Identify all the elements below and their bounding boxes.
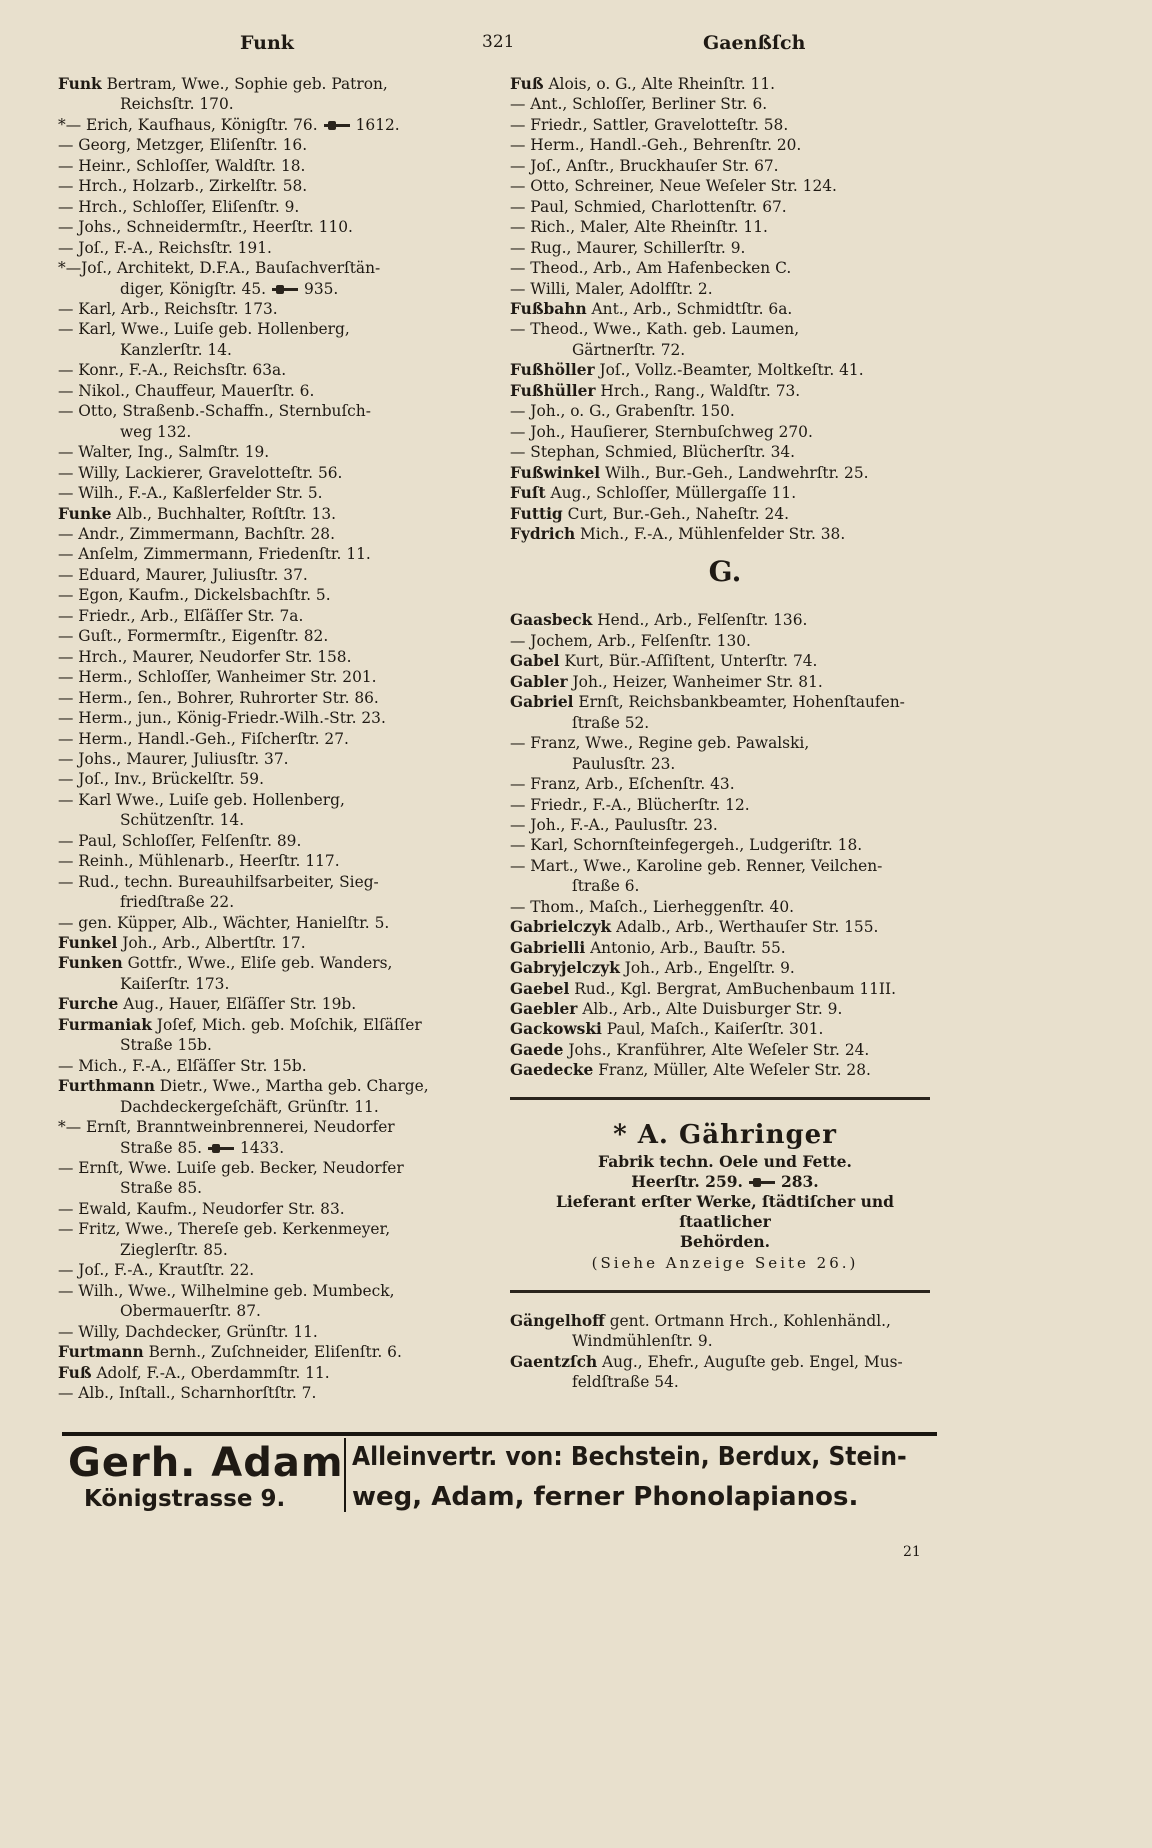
directory-entry	[58, 401, 488, 421]
entry-continuation	[58, 810, 488, 830]
entry-text: Kaiſerſtr. 173.	[120, 974, 230, 993]
adam-name: Gerh. Adam	[68, 1440, 344, 1486]
entry-continuation	[58, 340, 488, 360]
entry-surname: Gabryjelczyk	[510, 959, 620, 978]
adam-advertisement	[62, 1434, 937, 1516]
entry-text: Franz, Müller, Alte Weſeler Str. 28.	[593, 1061, 871, 1080]
directory-entry	[58, 667, 488, 687]
directory-entry	[510, 463, 940, 483]
telephone-icon	[272, 285, 298, 294]
entry-text: Aug., Hauer, Elſäſſer Str. 19b.	[118, 995, 357, 1014]
entry-text: — Fritz, Wwe., Thereſe geb. Kerkenmeyer,	[58, 1220, 391, 1239]
entry-text: friedſtraße 22.	[120, 893, 235, 912]
entry-text: Joh., Arb., Engelſtr. 9.	[619, 959, 795, 978]
entry-text: — Ewald, Kaufm., Neudorfer Str. 83.	[58, 1199, 345, 1218]
directory-entry	[510, 917, 940, 937]
entry-text: — Johs., Schneidermſtr., Heerſtr. 110.	[58, 218, 353, 237]
directory-entry	[58, 585, 488, 605]
entry-continuation	[510, 1331, 940, 1351]
directory-entry	[58, 933, 488, 953]
entry-text: Joſ., Vollz.-Beamter, Moltkeſtr. 41.	[594, 361, 864, 380]
directory-entry	[510, 279, 940, 299]
entry-text: ſtraße 52.	[572, 713, 650, 732]
directory-entry	[58, 299, 488, 319]
entry-text: — Heinr., Schloſſer, Waldſtr. 18.	[58, 156, 306, 175]
directory-entry	[510, 524, 940, 544]
directory-entry	[510, 94, 940, 114]
entry-text: Schützenſtr. 14.	[120, 811, 245, 830]
directory-entry	[58, 1076, 488, 1096]
ad-line-3: Lieferant erſter Werke, ſtädtiſcher und ſtaatlicher	[556, 1191, 894, 1231]
directory-entry	[58, 1342, 488, 1362]
directory-entry	[58, 1219, 488, 1239]
ad-title: * A. Gähringer	[613, 1119, 837, 1150]
entry-surname: Gängelhoff	[510, 1311, 605, 1330]
entry-text: — Karl, Arb., Reichsſtr. 173.	[58, 299, 278, 318]
ad-bottom-rule	[510, 1290, 930, 1293]
entry-text: diger, Königſtr. 45.	[120, 279, 267, 298]
entry-surname: Funk	[58, 75, 102, 93]
directory-entry	[510, 815, 940, 835]
entry-text: — Herm., jun., König-Friedr.-Wilh.-Str. 23.	[58, 709, 386, 728]
ad-phone-number: 283.	[780, 1171, 819, 1191]
entry-continuation	[58, 279, 488, 299]
entry-text: gent. Ortmann Hrch., Kohlenhändl.,	[604, 1311, 891, 1330]
directory-entry	[58, 1158, 488, 1178]
directory-entry	[58, 994, 488, 1014]
directory-entry	[58, 483, 488, 503]
entry-continuation	[58, 1138, 488, 1158]
entry-text: — Rich., Maler, Alte Rheinſtr. 11.	[510, 218, 768, 237]
directory-entry	[510, 979, 940, 999]
entry-text: Kanzlerſtr. 14.	[120, 340, 232, 359]
directory-entry	[58, 872, 488, 892]
telephone-icon	[324, 121, 350, 130]
directory-entry	[58, 1056, 488, 1076]
entry-text: — Stephan, Schmied, Blücherſtr. 34.	[510, 443, 796, 462]
entry-continuation	[58, 1035, 488, 1055]
ad-line-2	[510, 1172, 940, 1192]
directory-entry	[510, 999, 940, 1019]
entry-text: Straße 85.	[120, 1138, 203, 1157]
directory-entry	[510, 651, 940, 671]
entry-text: Mich., F.-A., Mühlenfelder Str. 38.	[575, 524, 846, 543]
directory-entry	[58, 197, 488, 217]
entry-continuation	[58, 94, 488, 114]
directory-entry	[510, 897, 940, 917]
ad-address: Heerſtr. 259.	[631, 1171, 743, 1191]
entry-text: Adolf, F.-A., Oberdammſtr. 11.	[91, 1363, 330, 1382]
entry-text: *—Joſ., Architekt, D.F.A., Bauſachverſtän-	[58, 259, 381, 278]
entry-text: — Joh., F.-A., Paulusſtr. 23.	[510, 815, 718, 834]
directory-entry	[510, 1311, 940, 1331]
entry-text: Paul, Maſch., Kaiſerſtr. 301.	[601, 1020, 824, 1039]
directory-entry	[510, 856, 940, 876]
entry-text: — Jochem, Arb., Felſenſtr. 130.	[510, 631, 751, 650]
entry-continuation	[510, 340, 940, 360]
entry-text: Ernſt, Reichsbankbeamter, Hohenſtaufen-	[573, 693, 905, 712]
directory-entry	[510, 1019, 940, 1039]
entry-text: — Friedr., Arb., Elſäſſer Str. 7a.	[58, 606, 304, 625]
entry-text: — Willy, Dachdecker, Grünſtr. 11.	[58, 1322, 318, 1341]
entry-surname: Fußbahn	[510, 299, 587, 318]
adam-street: Königstrasse 9.	[84, 1486, 286, 1512]
left-column	[58, 74, 488, 1403]
telephone-icon	[749, 1178, 775, 1187]
entry-text: Wilh., Bur.-Geh., Landwehrſtr. 25.	[600, 463, 869, 482]
directory-entry	[510, 74, 940, 94]
directory-entry	[58, 74, 488, 94]
entry-text: — Wilh., F.-A., Kaßlerfelder Str. 5.	[58, 484, 323, 503]
directory-entry	[510, 1352, 940, 1372]
entry-surname: Gaebel	[510, 979, 570, 998]
entry-surname: Fuß	[510, 75, 544, 93]
entry-text: — Herm., Handl.-Geh., Behrenſtr. 20.	[510, 136, 802, 155]
directory-entry	[58, 1363, 488, 1383]
directory-entry	[510, 795, 940, 815]
telephone-icon	[208, 1144, 234, 1153]
entry-text: Kurt, Bür.-Aſſiſtent, Unterſtr. 74.	[559, 652, 818, 671]
entry-surname: Fuſt	[510, 484, 546, 503]
adam-line-1: Alleinvertr. von: Bechstein, Berdux, Stein-	[352, 1442, 907, 1472]
entry-text: — Eduard, Maurer, Juliusſtr. 37.	[58, 565, 308, 584]
directory-entry	[58, 524, 488, 544]
entry-text: Alois, o. G., Alte Rheinſtr. 11.	[543, 75, 776, 93]
directory-entry	[58, 688, 488, 708]
directory-entry	[58, 156, 488, 176]
entry-text: Bertram, Wwe., Sophie geb. Patron,	[101, 75, 388, 93]
entry-text: — Theod., Arb., Am Hafenbecken C.	[510, 259, 792, 278]
ad-line-4: Behörden.	[679, 1231, 771, 1251]
phone-number: 1612.	[355, 115, 400, 134]
running-head-left: Funk	[240, 32, 294, 54]
entry-text: Curt, Bur.-Geh., Naheſtr. 24.	[562, 504, 790, 523]
entry-surname: Gaede	[510, 1040, 564, 1059]
directory-entry	[510, 442, 940, 462]
entry-surname: Gaasbeck	[510, 611, 593, 630]
directory-entry	[58, 953, 488, 973]
entry-continuation	[510, 876, 940, 896]
ad-note: (Siehe Anzeige Seite 26.)	[591, 1253, 859, 1272]
entry-text: Johs., Kranführer, Alte Weſeler Str. 24.	[563, 1040, 870, 1059]
entry-text: Straße 15b.	[120, 1036, 212, 1055]
entry-text: — Mich., F.-A., Elſäſſer Str. 15b.	[58, 1056, 307, 1075]
entry-surname: Furche	[58, 995, 119, 1014]
entry-text: — Egon, Kaufm., Dickelsbachſtr. 5.	[58, 586, 331, 605]
entry-surname: Gaedecke	[510, 1061, 594, 1080]
directory-entry	[58, 626, 488, 646]
entry-text: Joh., Heizer, Wanheimer Str. 81.	[567, 672, 823, 691]
entry-text: Joſef, Mich. geb. Moſchik, Elſäſſer	[151, 1015, 422, 1034]
entry-surname: Gabriel	[510, 693, 574, 712]
entry-text: — Joſ., F.-A., Krautſtr. 22.	[58, 1261, 255, 1280]
entry-text: — Rud., techn. Bureauhilfsarbeiter, Sieg-	[58, 872, 379, 891]
directory-entry	[58, 1199, 488, 1219]
entry-text: — Thom., Maſch., Lierheggenſtr. 40.	[510, 897, 794, 916]
entry-text: Obermauerſtr. 87.	[120, 1302, 261, 1321]
entry-text: — Hrch., Maurer, Neudorfer Str. 158.	[58, 647, 352, 666]
entry-continuation	[58, 1240, 488, 1260]
directory-entry	[58, 708, 488, 728]
directory-entry	[58, 851, 488, 871]
entry-text: — Joſ., Anſtr., Bruckhauſer Str. 67.	[510, 156, 779, 175]
entry-continuation	[510, 754, 940, 774]
entry-text: — Andr., Zimmermann, Bachſtr. 28.	[58, 524, 335, 543]
directory-entry	[510, 258, 940, 278]
entry-text: — Otto, Straßenb.-Schaffn., Sternbuſch-	[58, 402, 371, 421]
directory-entry	[58, 504, 488, 524]
entry-text: — Willy, Lackierer, Gravelotteſtr. 56.	[58, 463, 343, 482]
entry-text: Adalb., Arb., Werthauſer Str. 155.	[611, 918, 879, 937]
directory-entry	[510, 733, 940, 753]
entry-text: Windmühlenſtr. 9.	[572, 1332, 713, 1351]
directory-entry	[510, 319, 940, 339]
directory-entry	[510, 938, 940, 958]
entry-text: Alb., Arb., Alte Duisburger Str. 9.	[577, 1000, 843, 1019]
entry-continuation	[58, 892, 488, 912]
entry-text: — Herm., Schloſſer, Wanheimer Str. 201.	[58, 668, 377, 687]
directory-entry	[58, 1015, 488, 1035]
gaehringer-advertisement	[510, 1118, 940, 1274]
directory-entry	[510, 381, 940, 401]
directory-entry	[58, 319, 488, 339]
adam-line-2: weg, Adam, ferner Phonolapianos.	[352, 1482, 859, 1512]
entry-text: — Joh., o. G., Grabenſtr. 150.	[510, 402, 735, 421]
running-head-right: Gaenßſch	[703, 32, 806, 54]
entry-text: — Karl, Schornſteinfegergeh., Ludgeriſtr. 18.	[510, 836, 863, 855]
entry-text: Zieglerſtr. 85.	[120, 1240, 228, 1259]
directory-entry	[58, 463, 488, 483]
right-column	[510, 74, 940, 1393]
directory-entry	[58, 1260, 488, 1280]
entry-surname: Gaebler	[510, 1000, 578, 1019]
entry-text: Alb., Buchhalter, Roſtſtr. 13.	[111, 504, 337, 523]
entry-text: *— Erich, Kaufhaus, Königſtr. 76.	[58, 115, 318, 134]
ad-line-1: Fabrik techn. Oele und Fette.	[598, 1151, 852, 1171]
entry-surname: Furmaniak	[58, 1015, 152, 1034]
directory-entry	[510, 360, 940, 380]
entry-surname: Gabrielli	[510, 938, 586, 957]
entry-text: Aug., Ehefr., Auguſte geb. Engel, Mus-	[597, 1352, 903, 1371]
entry-text: — Karl, Wwe., Luiſe geb. Hollenberg,	[58, 320, 350, 339]
directory-entry	[510, 610, 940, 630]
directory-entry	[58, 1383, 488, 1403]
entry-text: Aug., Schloſſer, Müllergaſſe 11.	[545, 484, 797, 503]
entry-surname: Funkel	[58, 934, 118, 953]
directory-entry	[58, 913, 488, 933]
adam-divider	[344, 1438, 346, 1512]
entry-text: — Wilh., Wwe., Wilhelmine geb. Mumbeck,	[58, 1281, 395, 1300]
entry-text: — Walter, Ing., Salmſtr. 19.	[58, 443, 270, 462]
entry-text: — Franz, Wwe., Regine geb. Pawalski,	[510, 734, 810, 753]
phone-number: 1433.	[240, 1138, 285, 1157]
entry-surname: Gackowski	[510, 1020, 602, 1039]
entry-text: — Anſelm, Zimmermann, Friedenſtr. 11.	[58, 545, 371, 564]
entry-text: Joh., Arb., Albertſtr. 17.	[117, 934, 306, 953]
directory-entry	[58, 565, 488, 585]
entry-text: Bernh., Zuſchneider, Eliſenſtr. 6.	[143, 1343, 402, 1362]
entry-surname: Gabrielczyk	[510, 918, 612, 937]
directory-entry	[510, 835, 940, 855]
entry-text: — Georg, Metzger, Eliſenſtr. 16.	[58, 136, 308, 155]
directory-entry	[510, 176, 940, 196]
entry-text: — Ernſt, Wwe. Luiſe geb. Becker, Neudorfer	[58, 1159, 404, 1178]
entry-text: *— Ernſt, Branntweinbrennerei, Neudorfer	[58, 1118, 395, 1137]
directory-entry	[58, 238, 488, 258]
entry-text: — Joh., Hauſierer, Sternbuſchweg 270.	[510, 422, 813, 441]
directory-entry	[58, 360, 488, 380]
directory-entry	[58, 729, 488, 749]
directory-entry	[510, 135, 940, 155]
entry-text: Hend., Arb., Felſenſtr. 136.	[592, 611, 808, 630]
directory-entry	[510, 1040, 940, 1060]
directory-entry	[58, 381, 488, 401]
entry-surname: Funke	[58, 504, 112, 523]
entry-text: Reichsſtr. 170.	[120, 95, 234, 114]
entry-surname: Furtmann	[58, 1343, 144, 1362]
entry-text: — Mart., Wwe., Karoline geb. Renner, Veilchen-	[510, 856, 883, 875]
right-column-g-entries	[510, 610, 940, 1080]
footer-number: 21	[903, 1544, 921, 1560]
entry-surname: Fuß	[58, 1363, 92, 1382]
entry-continuation	[510, 713, 940, 733]
entry-continuation	[58, 1097, 488, 1117]
entry-text: feldſtraße 54.	[572, 1373, 679, 1392]
entry-text: — Rug., Maurer, Schillerſtr. 9.	[510, 238, 746, 257]
directory-entry	[510, 401, 940, 421]
directory-entry	[58, 176, 488, 196]
directory-entry	[510, 238, 940, 258]
entry-text: — Herm., ſen., Bohrer, Ruhrorter Str. 86.	[58, 688, 379, 707]
entry-text: — Theod., Wwe., Kath. geb. Laumen,	[510, 320, 800, 339]
entry-surname: Furthmann	[58, 1077, 155, 1096]
directory-entry	[58, 135, 488, 155]
entry-text: — Herm., Handl.-Geh., Fiſcherſtr. 27.	[58, 729, 349, 748]
directory-entry	[58, 258, 488, 278]
directory-entry	[510, 115, 940, 135]
entry-continuation	[58, 1178, 488, 1198]
entry-surname: Gaentzſch	[510, 1352, 598, 1371]
directory-entry	[58, 544, 488, 564]
entry-text: — Paul, Schloſſer, Felſenſtr. 89.	[58, 831, 302, 850]
entry-text: — gen. Küpper, Alb., Wächter, Hanielſtr. 5.	[58, 913, 390, 932]
directory-entry	[58, 217, 488, 237]
ad-top-rule	[510, 1097, 930, 1100]
directory-entry	[58, 749, 488, 769]
entry-text: weg 132.	[120, 422, 192, 441]
entry-text: — Konr., F.-A., Reichsſtr. 63a.	[58, 361, 287, 380]
entry-text: Hrch., Rang., Waldſtr. 73.	[595, 381, 801, 400]
directory-entry	[510, 672, 940, 692]
directory-entry	[510, 631, 940, 651]
entry-surname: Fußwinkel	[510, 463, 601, 482]
entry-surname: Fydrich	[510, 524, 576, 543]
phone-number: 935.	[304, 279, 339, 298]
section-letter-g: G.	[708, 555, 742, 589]
directory-entry	[58, 790, 488, 810]
entry-text: — Alb., Inſtall., Scharnhorſtſtr. 7.	[58, 1384, 317, 1402]
directory-entry	[510, 1060, 940, 1080]
entry-continuation	[58, 1301, 488, 1321]
directory-entry	[58, 1117, 488, 1137]
entry-text: Antonio, Arb., Bauſtr. 55.	[585, 938, 786, 957]
entry-text: — Hrch., Schloſſer, Eliſenſtr. 9.	[58, 197, 300, 216]
directory-entry	[510, 299, 940, 319]
entry-text: — Joſ., F.-A., Reichsſtr. 191.	[58, 238, 272, 257]
entry-text: ſtraße 6.	[572, 877, 640, 896]
entry-surname: Gabel	[510, 652, 560, 671]
directory-entry	[58, 606, 488, 626]
entry-text: — Friedr., Sattler, Gravelotteſtr. 58.	[510, 115, 789, 134]
entry-text: Ant., Arb., Schmidtſtr. 6a.	[586, 299, 793, 318]
directory-entry	[510, 483, 940, 503]
directory-entry	[510, 422, 940, 442]
entry-text: — Johs., Maurer, Juliusſtr. 37.	[58, 749, 289, 768]
entry-surname: Funken	[58, 954, 123, 973]
entry-surname: Futtig	[510, 504, 563, 523]
directory-entry	[58, 1322, 488, 1342]
entry-text: Gärtnerſtr. 72.	[572, 340, 686, 359]
entry-text: Straße 85.	[120, 1179, 203, 1198]
directory-entry	[58, 769, 488, 789]
right-column-f-entries	[510, 74, 940, 544]
entry-text: — Guſt., Formermſtr., Eigenſtr. 82.	[58, 627, 329, 646]
entry-text: — Willi, Maler, Adolfſtr. 2.	[510, 279, 713, 298]
entry-text: Dietr., Wwe., Martha geb. Charge,	[154, 1077, 429, 1096]
entry-continuation	[58, 422, 488, 442]
entry-text: Gottfr., Wwe., Eliſe geb. Wanders,	[122, 954, 393, 973]
entry-text: — Reinh., Mühlenarb., Heerſtr. 117.	[58, 852, 340, 871]
entry-text: — Joſ., Inv., Brückelſtr. 59.	[58, 770, 264, 789]
directory-entry	[510, 958, 940, 978]
right-column-bottom-entries	[510, 1311, 940, 1393]
directory-entry	[510, 774, 940, 794]
entry-continuation	[510, 1372, 940, 1392]
entry-continuation	[58, 974, 488, 994]
entry-surname: Fußhöller	[510, 361, 595, 380]
entry-text: — Nikol., Chauffeur, Mauerſtr. 6.	[58, 381, 315, 400]
directory-entry	[58, 1281, 488, 1301]
directory-entry	[510, 156, 940, 176]
entry-text: — Ant., Schloſſer, Berliner Str. 6.	[510, 95, 768, 114]
entry-text: Rud., Kgl. Bergrat, AmBuchenbaum 11II.	[569, 979, 896, 998]
directory-entry	[58, 647, 488, 667]
directory-entry	[58, 442, 488, 462]
entry-text: Paulusſtr. 23.	[572, 754, 676, 773]
entry-text: Dachdeckergeſchäft, Grünſtr. 11.	[120, 1097, 379, 1116]
entry-text: — Franz, Arb., Eſchenſtr. 43.	[510, 775, 735, 794]
entry-text: — Karl Wwe., Luiſe geb. Hollenberg,	[58, 790, 345, 809]
directory-entry	[510, 692, 940, 712]
directory-entry	[58, 115, 488, 135]
page-number: 321	[482, 32, 515, 52]
entry-text: — Hrch., Holzarb., Zirkelſtr. 58.	[58, 177, 308, 196]
entry-text: — Otto, Schreiner, Neue Weſeler Str. 124.	[510, 177, 837, 196]
directory-entry	[510, 504, 940, 524]
directory-entry	[510, 217, 940, 237]
directory-entry	[510, 197, 940, 217]
entry-surname: Gabler	[510, 672, 568, 691]
directory-entry	[58, 831, 488, 851]
entry-text: — Friedr., F.-A., Blücherſtr. 12.	[510, 795, 750, 814]
entry-text: — Paul, Schmied, Charlottenſtr. 67.	[510, 197, 787, 216]
entry-surname: Fußhüller	[510, 381, 596, 400]
